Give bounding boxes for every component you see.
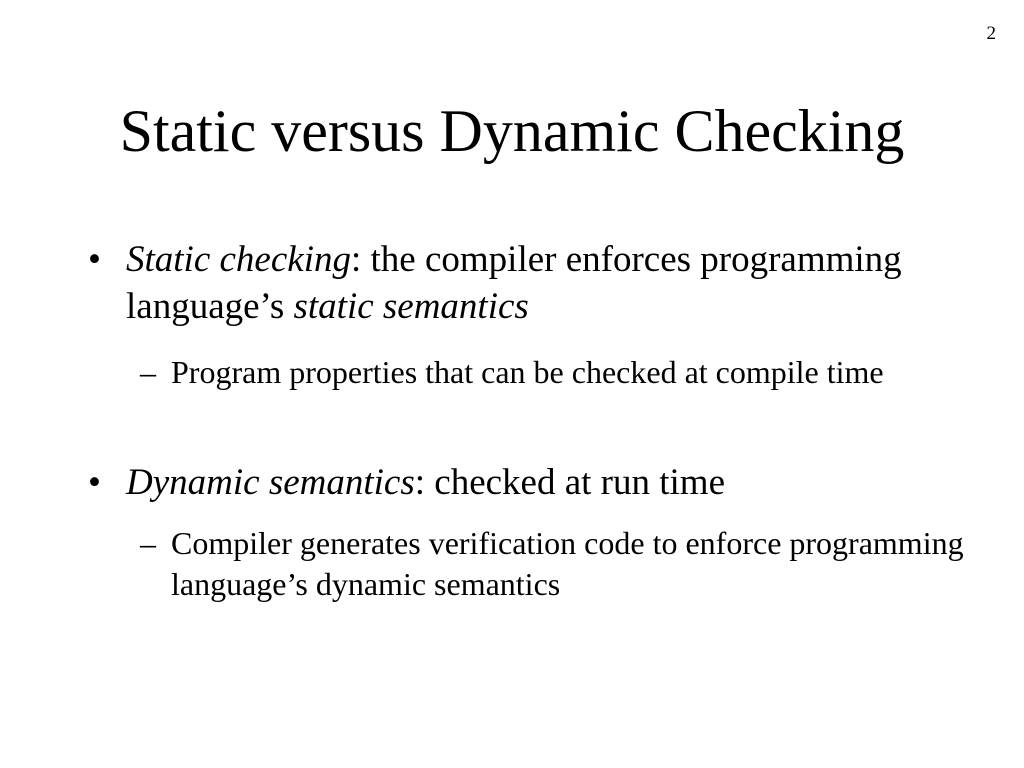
bullet-text [126,236,938,330]
slide-title: Static versus Dynamic Checking [119,98,905,164]
bullet-item-static-checking [88,236,938,330]
bullet-icon: • [88,239,101,280]
bullet-text [126,459,938,506]
sub-bullet-text: Program properties that can be checked at compile time [171,354,884,390]
bullet-body: : checked at run time [414,462,726,503]
italic-term: static semantics [293,286,529,327]
sub-bullet-text: Compiler generates verification code to enforce programming language’s dynamic semantics [171,525,964,602]
sub-bullet-item-compile-time [140,352,970,393]
bullet-body: : the compiler enforces programming language’s [126,239,902,327]
sub-bullet-item-verification-code [140,523,970,605]
page-number: 2 [986,23,996,44]
italic-term: Static checking [126,239,351,280]
dash-icon: – [140,354,156,390]
bullet-icon: • [88,462,101,503]
dash-icon: – [140,525,156,561]
bullet-item-dynamic-semantics [88,459,938,506]
italic-term: Dynamic semantics [126,462,415,503]
